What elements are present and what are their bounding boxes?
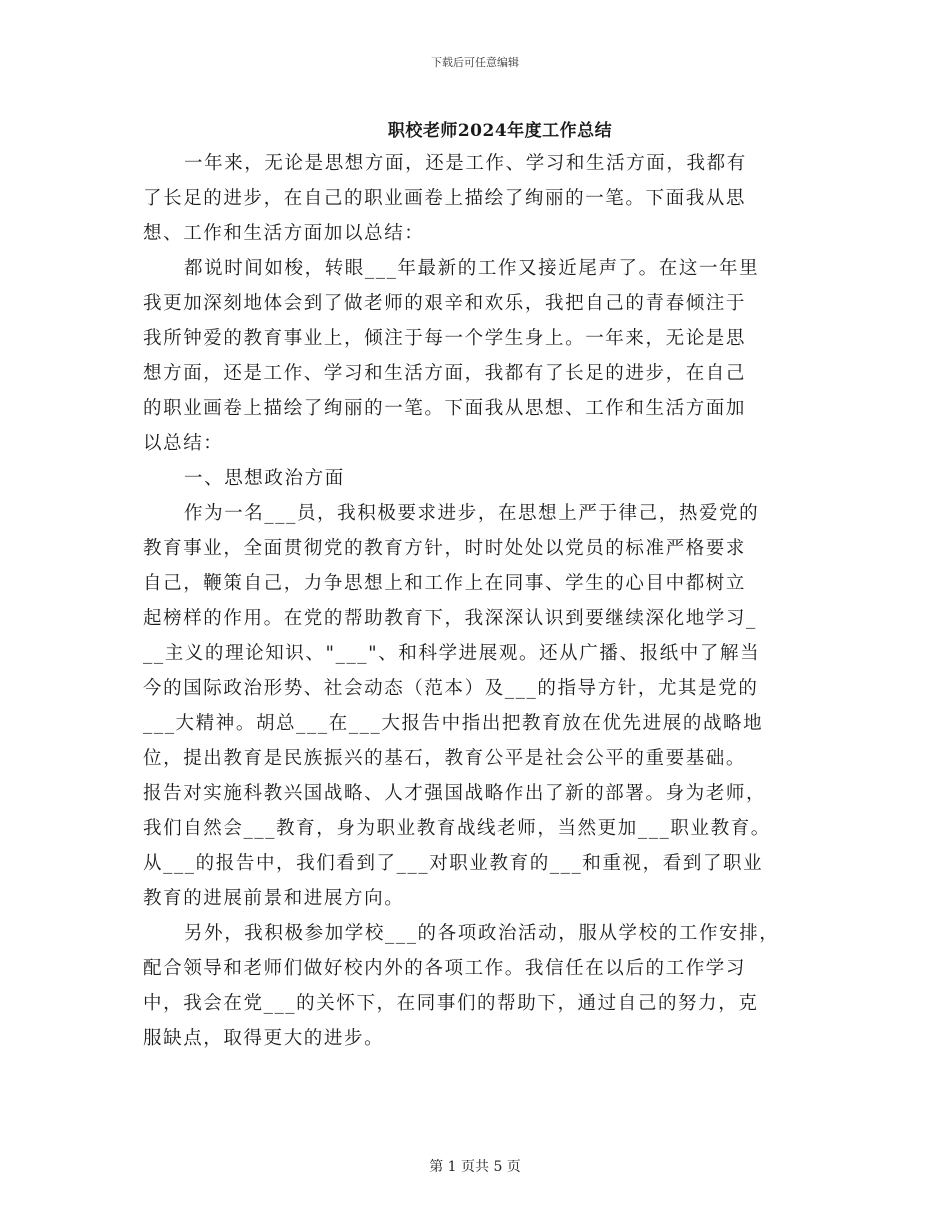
paragraph-line: 想方面，还是工作、学习和生活方面，我都有了长足的进步，在自己 <box>143 363 747 384</box>
paragraph-line: 从___的报告中，我们看到了___对职业教育的___和重视，看到了职业 <box>143 853 764 874</box>
paragraph-line: 教育的进展前景和进展方向。 <box>143 888 405 909</box>
paragraph-line: 位，提出教育是民族振兴的基石，教育公平是社会公平的重要基础。 <box>143 748 747 769</box>
page-footer: 第 1 页共 5 页 <box>429 1159 521 1175</box>
document-title: 职校老师2024年度工作总结 <box>387 121 613 141</box>
paragraph-line: 另外，我积极参加学校___的各项政治活动，服从学校的工作安排， <box>184 923 780 944</box>
paragraph-line: 起榜样的作用。在党的帮助教育下，我深深认识到要继续深化地学习_ <box>143 608 757 629</box>
document-body <box>143 146 809 1056</box>
paragraph-line: __主义的理论知识、"___"、和科学进展观。还从广播、报纸中了解当 <box>143 643 761 664</box>
paragraph-line: 配合领导和老师们做好校内外的各项工作。我信任在以后的工作学习 <box>143 958 747 979</box>
paragraph-line: 报告对实施科教兴国战略、人才强国战略作出了新的部署。身为老师， <box>143 783 767 804</box>
paragraph-line: 想、工作和生活方面加以总结： <box>143 223 425 244</box>
paragraph-line: 今的国际政治形势、社会动态（范本）及___的指导方针，尤其是党的 <box>143 678 759 699</box>
header-note: 下载后可任意编辑 <box>431 56 519 69</box>
paragraph-line: 的职业画卷上描绘了绚丽的一笔。下面我从思想、工作和生活方面加 <box>143 398 747 419</box>
paragraph-line: 以总结： <box>143 433 224 454</box>
section-heading: 一、思想政治方面 <box>184 468 345 489</box>
paragraph-line: 我更加深刻地体会到了做老师的艰辛和欢乐，我把自己的青春倾注于 <box>143 293 747 314</box>
paragraph-line: 我们自然会___教育，身为职业教育战线老师，当然更加___职业教育。 <box>143 818 771 839</box>
paragraph-line: 了长足的进步，在自己的职业画卷上描绘了绚丽的一笔。下面我从思 <box>143 188 747 209</box>
paragraph-line: 我所钟爱的教育事业上，倾注于每一个学生身上。一年来，无论是思 <box>143 328 747 349</box>
paragraph-line: 中，我会在党___的关怀下，在同事们的帮助下，通过自己的努力，克 <box>143 993 759 1014</box>
paragraph-line: 一年来，无论是思想方面，还是工作、学习和生活方面，我都有 <box>184 153 747 174</box>
paragraph-line: 教育事业，全面贯彻党的教育方针，时时处处以党员的标准严格要求 <box>143 538 747 559</box>
paragraph-line: 自己，鞭策自己，力争思想上和工作上在同事、学生的心目中都树立 <box>143 573 747 594</box>
paragraph-line: ___大精神。胡总___在___大报告中指出把教育放在优先进展的战略地 <box>143 713 764 734</box>
paragraph-line: 作为一名___员，我积极要求进步，在思想上严于律己，热爱党的 <box>184 503 760 524</box>
paragraph-line: 服缺点，取得更大的进步。 <box>143 1028 385 1049</box>
paragraph-line: 都说时间如梭，转眼___年最新的工作又接近尾声了。在这一年里 <box>184 258 760 279</box>
